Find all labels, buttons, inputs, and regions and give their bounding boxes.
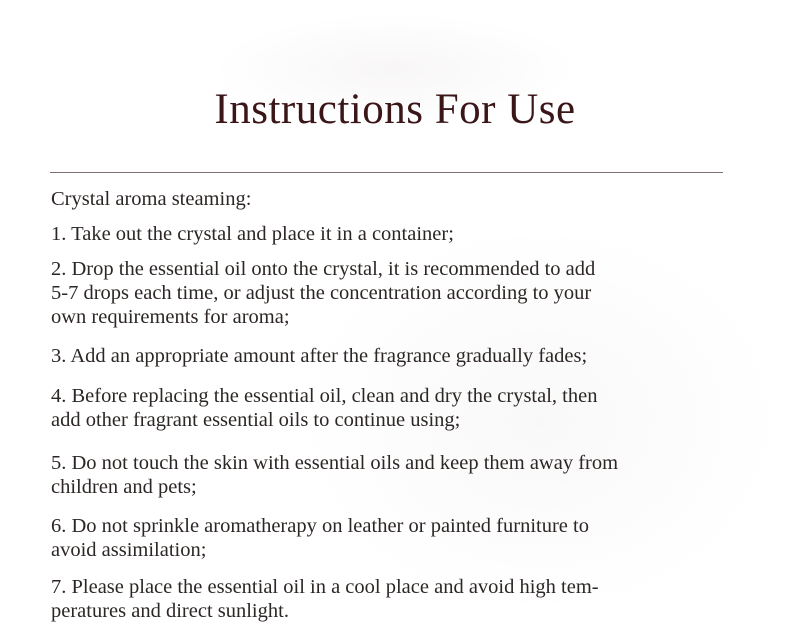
step-4-line-1: 4. Before replacing the essential oil, clean and dry the crystal, then [51,385,598,407]
step-7-line-1: 7. Please place the essential oil in a cool place and avoid high tem- [51,576,599,598]
step-2-line-1: 2. Drop the essential oil onto the crystal, it is recommended to add [51,258,596,280]
step-2 [51,257,761,329]
step-3-line-1: 3. Add an appropriate amount after the fragrance gradually fades; [51,345,588,367]
step-4-line-2: add other fragrant essential oils to continue using; [51,409,461,431]
step-7-line-2: peratures and direct sunlight. [51,600,289,622]
step-3 [51,344,761,368]
step-6 [51,514,761,562]
step-2-line-2: 5-7 drops each time, or adjust the concentration according to your [51,282,592,304]
step-5-line-2: children and pets; [51,476,197,498]
page-title: Instructions For Use [214,86,576,133]
step-5-line-1: 5. Do not touch the skin with essential oils and keep them away from [51,452,619,474]
step-6-line-1: 6. Do not sprinkle aromatherapy on leather or painted furniture to [51,515,589,537]
step-1-line-1: 1. Take out the crystal and place it in a container; [51,223,454,245]
section-heading: Crystal aroma steaming: [51,188,252,210]
step-7 [51,575,761,623]
step-4 [51,384,761,432]
step-5 [51,451,761,499]
step-6-line-2: avoid assimilation; [51,539,207,561]
step-2-line-3: own requirements for aroma; [51,306,290,328]
step-1 [51,222,761,246]
title-divider [50,172,723,173]
